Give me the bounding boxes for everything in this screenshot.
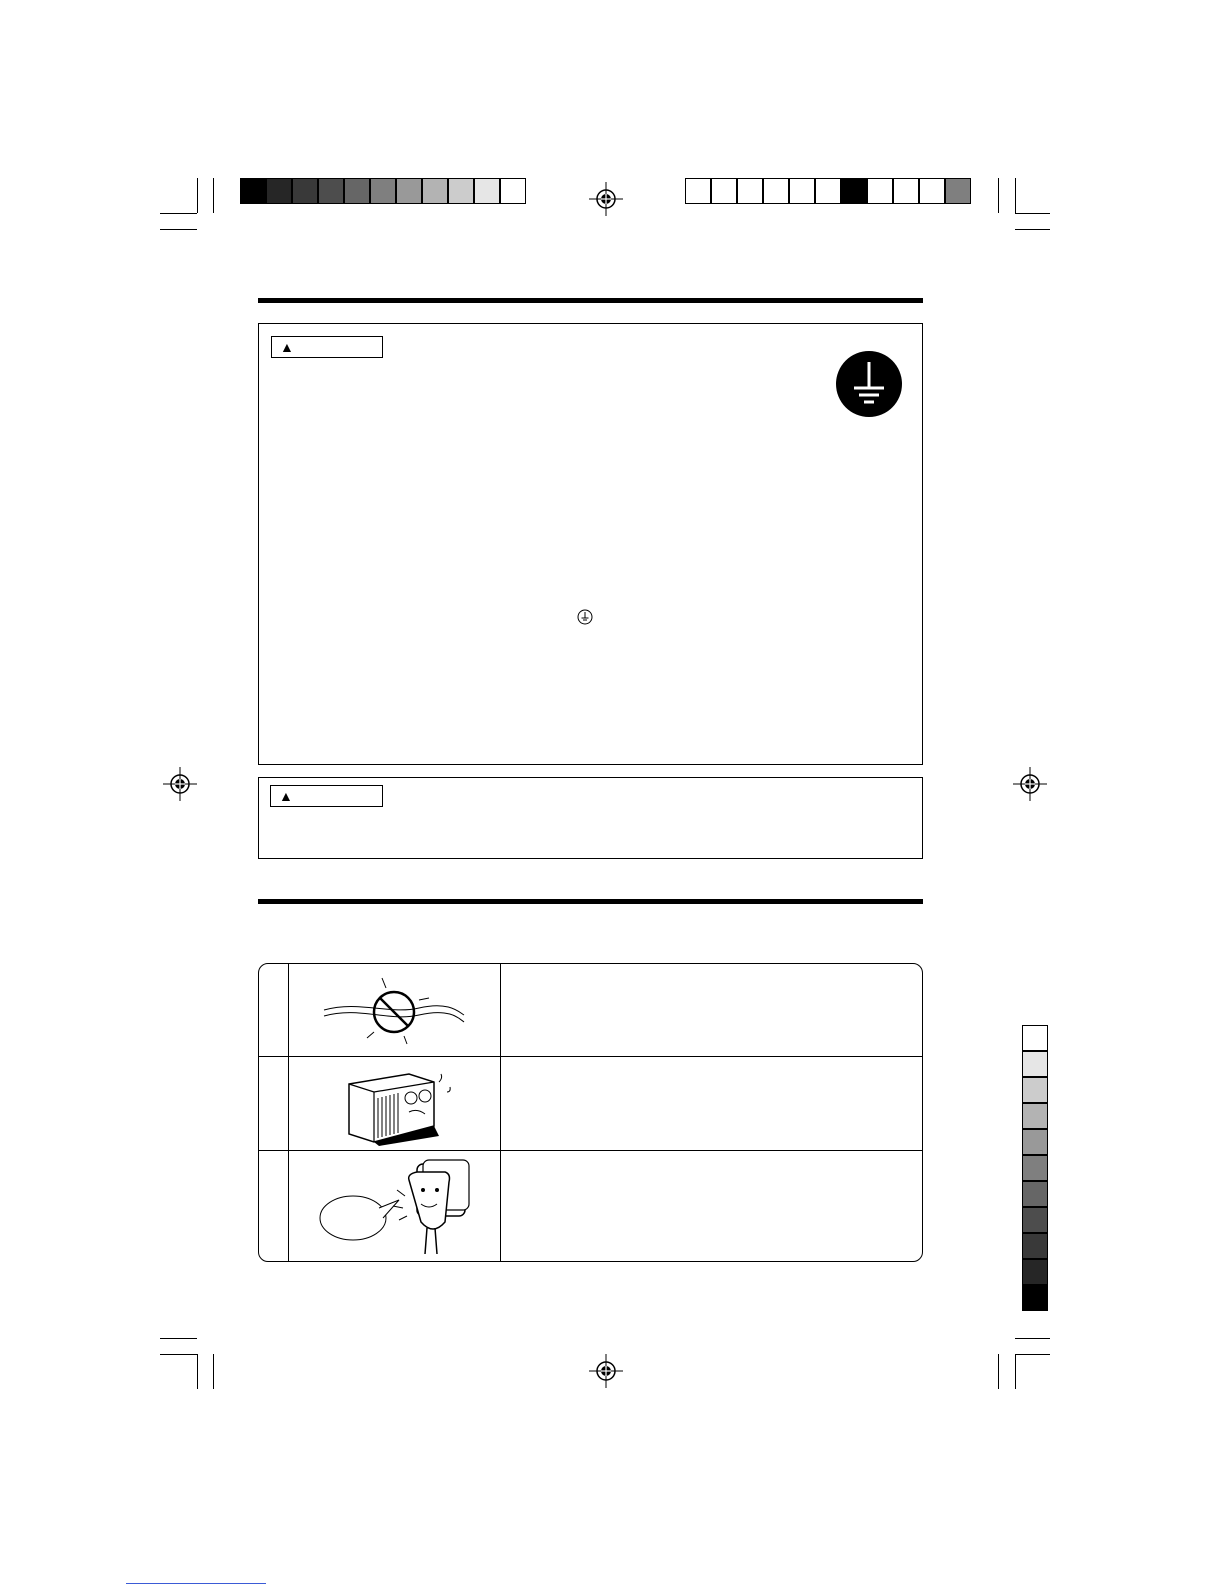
registration-target-icon bbox=[1013, 767, 1047, 801]
color-swatch bbox=[422, 178, 448, 204]
color-swatch bbox=[318, 178, 344, 204]
color-swatch bbox=[344, 178, 370, 204]
crop-mark bbox=[160, 229, 197, 230]
color-swatch bbox=[448, 178, 474, 204]
crop-mark bbox=[197, 178, 198, 213]
color-swatch bbox=[1022, 1207, 1048, 1233]
color-swatch bbox=[1022, 1129, 1048, 1155]
color-swatch bbox=[711, 178, 737, 204]
crop-mark bbox=[160, 1354, 197, 1355]
section-heading-rule bbox=[258, 298, 923, 303]
color-swatch bbox=[1022, 1181, 1048, 1207]
crop-mark bbox=[1015, 229, 1050, 230]
ground-symbol-icon bbox=[835, 350, 903, 418]
link-underline[interactable] bbox=[126, 1583, 266, 1584]
registration-target-icon bbox=[163, 767, 197, 801]
crop-mark bbox=[160, 1338, 197, 1339]
color-swatch bbox=[893, 178, 919, 204]
color-swatch bbox=[1022, 1077, 1048, 1103]
crop-mark bbox=[213, 1354, 214, 1389]
column-divider bbox=[500, 964, 501, 1261]
color-swatch bbox=[500, 178, 526, 204]
color-swatch bbox=[474, 178, 500, 204]
crop-mark bbox=[1015, 213, 1050, 214]
crop-mark bbox=[1015, 1354, 1050, 1355]
outdoor-unit-icon bbox=[339, 1064, 459, 1146]
color-swatch bbox=[1022, 1233, 1048, 1259]
color-swatch bbox=[685, 178, 711, 204]
row-divider bbox=[259, 1056, 922, 1057]
color-swatch bbox=[867, 178, 893, 204]
illustrated-precautions-table bbox=[258, 963, 923, 1262]
warning-box bbox=[258, 323, 923, 765]
color-swatch bbox=[919, 178, 945, 204]
crop-mark bbox=[1015, 1338, 1050, 1339]
color-swatch bbox=[396, 178, 422, 204]
row-divider bbox=[259, 1150, 922, 1151]
color-swatch bbox=[1022, 1103, 1048, 1129]
ground-symbol-small-icon bbox=[577, 609, 593, 625]
color-swatch bbox=[1022, 1285, 1048, 1311]
color-swatch bbox=[370, 178, 396, 204]
plug-speech-bubble-icon bbox=[317, 1156, 477, 1258]
crop-mark bbox=[1015, 178, 1016, 213]
color-swatch bbox=[815, 178, 841, 204]
registration-target-icon bbox=[589, 1354, 623, 1388]
no-tangled-wire-icon bbox=[319, 970, 469, 1050]
warning-label bbox=[271, 336, 383, 358]
caution-box bbox=[258, 777, 923, 859]
section-heading-rule bbox=[258, 899, 923, 904]
color-swatch bbox=[1022, 1025, 1048, 1051]
warning-triangle-icon: ▲ bbox=[280, 339, 294, 355]
color-swatch bbox=[266, 178, 292, 204]
crop-mark bbox=[197, 1354, 198, 1389]
color-swatch bbox=[292, 178, 318, 204]
color-swatch bbox=[240, 178, 266, 204]
crop-mark bbox=[1015, 1354, 1016, 1389]
crop-mark bbox=[998, 1354, 999, 1389]
color-swatch bbox=[945, 178, 971, 204]
color-swatch bbox=[763, 178, 789, 204]
color-swatch bbox=[1022, 1259, 1048, 1285]
color-swatch bbox=[1022, 1155, 1048, 1181]
crop-mark bbox=[213, 178, 214, 213]
warning-triangle-icon: ▲ bbox=[279, 788, 293, 804]
color-swatch bbox=[737, 178, 763, 204]
column-divider bbox=[288, 964, 289, 1261]
color-swatch bbox=[1022, 1051, 1048, 1077]
color-swatch bbox=[841, 178, 867, 204]
color-swatch bbox=[789, 178, 815, 204]
crop-mark bbox=[998, 178, 999, 213]
caution-label bbox=[270, 785, 383, 807]
registration-target-icon bbox=[589, 182, 623, 216]
crop-mark bbox=[160, 213, 197, 214]
